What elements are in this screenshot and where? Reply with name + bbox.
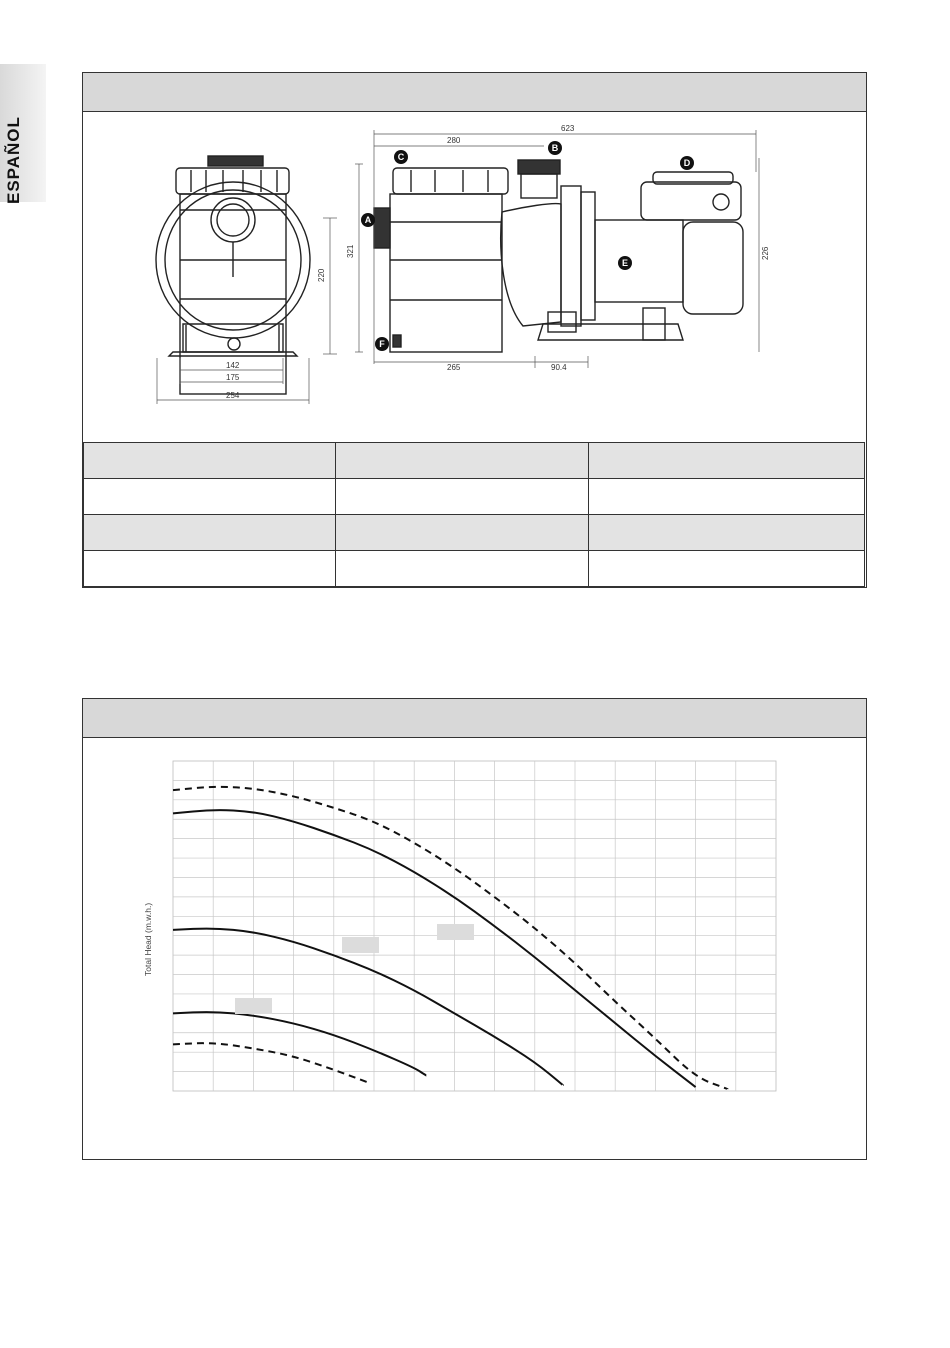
y-axis-label: Total Head (m.w.h.) xyxy=(143,902,153,976)
dim-254: 254 xyxy=(226,391,240,400)
table-cell xyxy=(335,443,589,479)
dim-226: 226 xyxy=(761,246,770,260)
dim-280: 280 xyxy=(447,136,461,145)
front-view-dimension-lines xyxy=(157,218,337,404)
curve-label-box xyxy=(235,998,272,1014)
table-row xyxy=(84,479,865,515)
dim-321: 321 xyxy=(346,244,355,258)
chart-frame xyxy=(173,761,776,1091)
callout-f: F xyxy=(379,339,385,349)
callout-a: A xyxy=(364,215,372,225)
callout-c: C xyxy=(397,152,405,162)
table-cell xyxy=(84,515,336,551)
dim-265: 265 xyxy=(447,363,461,372)
dim-220: 220 xyxy=(317,268,326,282)
pump-front-view xyxy=(156,156,310,394)
table-row xyxy=(84,515,865,551)
table-cell xyxy=(84,479,336,515)
pump-dimension-drawing xyxy=(83,112,865,442)
curve-label-box xyxy=(437,924,474,940)
table-cell xyxy=(84,551,336,587)
dim-142: 142 xyxy=(226,361,240,370)
performance-panel xyxy=(82,698,867,1160)
table-cell xyxy=(589,479,865,515)
language-tab xyxy=(0,64,46,202)
table-cell xyxy=(84,443,336,479)
dim-90-4: 90.4 xyxy=(551,363,567,372)
performance-curve-2 xyxy=(173,810,696,1087)
table-cell xyxy=(335,515,589,551)
dimensions-panel xyxy=(82,72,867,588)
callout-d: D xyxy=(683,158,691,168)
table-cell xyxy=(335,479,589,515)
spec-table xyxy=(83,442,865,587)
table-row xyxy=(84,551,865,587)
pump-side-view xyxy=(374,160,743,352)
dim-175: 175 xyxy=(226,373,240,382)
table-row xyxy=(84,443,865,479)
table-cell xyxy=(589,551,865,587)
table-cell xyxy=(589,515,865,551)
table-cell xyxy=(335,551,589,587)
table-cell xyxy=(589,443,865,479)
callout-b: B xyxy=(551,143,559,153)
dim-623: 623 xyxy=(561,124,575,133)
dimensions-panel-header xyxy=(83,73,866,112)
language-label: ESPAÑOL xyxy=(4,116,23,204)
chart-grid xyxy=(173,761,776,1091)
curve-label-box xyxy=(342,937,379,953)
callout-e: E xyxy=(621,258,629,268)
performance-curve-5 xyxy=(173,1043,370,1083)
performance-chart xyxy=(83,699,865,1159)
